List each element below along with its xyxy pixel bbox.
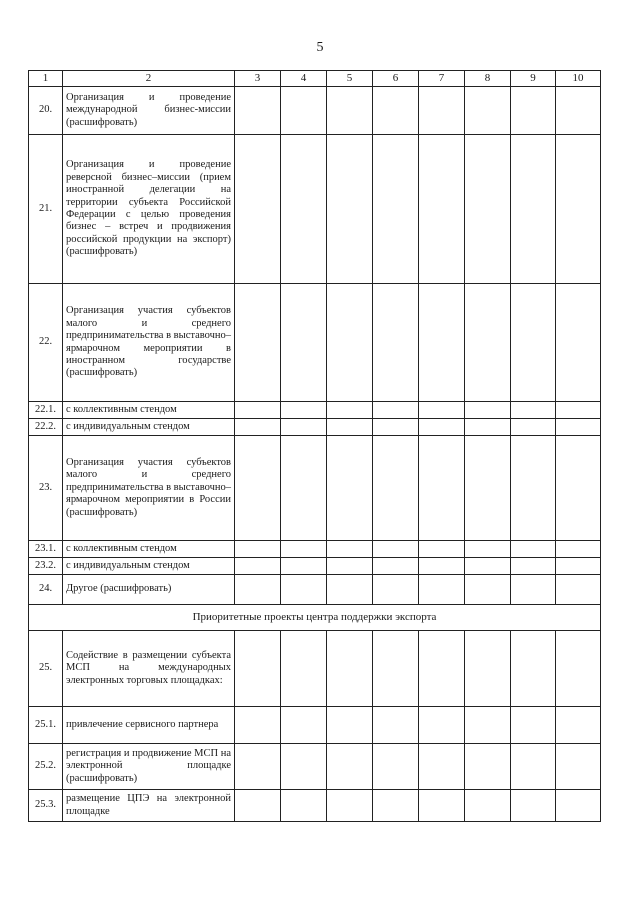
row-description: с индивидуальным стендом xyxy=(63,558,235,575)
column-header: 4 xyxy=(281,71,327,87)
table-row xyxy=(29,575,601,605)
data-cell[interactable] xyxy=(235,575,281,605)
data-cell[interactable] xyxy=(373,87,419,135)
table-row xyxy=(29,436,601,541)
header-row xyxy=(29,71,601,87)
column-header: 3 xyxy=(235,71,281,87)
data-cell[interactable] xyxy=(327,558,373,575)
data-cell[interactable] xyxy=(465,135,511,284)
data-cell[interactable] xyxy=(373,707,419,744)
row-description: Содействие в размещении субъекта МСП на международных электронных торговых площадках: xyxy=(63,631,235,707)
data-cell[interactable] xyxy=(373,541,419,558)
data-cell[interactable] xyxy=(373,284,419,402)
data-cell[interactable] xyxy=(556,402,601,419)
data-cell[interactable] xyxy=(327,744,373,790)
column-header: 9 xyxy=(511,71,556,87)
data-cell[interactable] xyxy=(419,419,465,436)
data-cell[interactable] xyxy=(511,707,556,744)
data-cell[interactable] xyxy=(281,575,327,605)
data-cell[interactable] xyxy=(465,558,511,575)
row-description: размещение ЦПЭ на электронной площадке xyxy=(63,790,235,822)
row-number: 20. xyxy=(29,87,63,135)
data-cell[interactable] xyxy=(419,707,465,744)
row-number: 25.2. xyxy=(29,744,63,790)
row-number: 23.1. xyxy=(29,541,63,558)
section-row xyxy=(29,605,601,631)
data-cell[interactable] xyxy=(235,558,281,575)
data-cell[interactable] xyxy=(465,575,511,605)
data-cell[interactable] xyxy=(373,631,419,707)
data-cell[interactable] xyxy=(511,436,556,541)
table-row xyxy=(29,631,601,707)
data-cell[interactable] xyxy=(556,575,601,605)
data-cell[interactable] xyxy=(419,135,465,284)
data-cell[interactable] xyxy=(373,558,419,575)
data-cell[interactable] xyxy=(556,419,601,436)
data-cell[interactable] xyxy=(281,135,327,284)
data-cell[interactable] xyxy=(419,284,465,402)
row-number: 24. xyxy=(29,575,63,605)
table-row xyxy=(29,284,601,402)
row-number: 23.2. xyxy=(29,558,63,575)
data-cell[interactable] xyxy=(511,135,556,284)
row-number: 21. xyxy=(29,135,63,284)
data-cell[interactable] xyxy=(327,541,373,558)
data-cell[interactable] xyxy=(281,631,327,707)
data-cell[interactable] xyxy=(465,541,511,558)
table-row xyxy=(29,419,601,436)
data-cell[interactable] xyxy=(327,707,373,744)
data-cell[interactable] xyxy=(556,135,601,284)
row-number: 22.2. xyxy=(29,419,63,436)
data-cell[interactable] xyxy=(465,707,511,744)
data-cell[interactable] xyxy=(511,631,556,707)
row-number: 23. xyxy=(29,436,63,541)
column-header: 8 xyxy=(465,71,511,87)
data-cell[interactable] xyxy=(419,436,465,541)
table-row xyxy=(29,744,601,790)
data-cell[interactable] xyxy=(419,558,465,575)
data-cell[interactable] xyxy=(556,284,601,402)
data-cell[interactable] xyxy=(556,87,601,135)
data-cell[interactable] xyxy=(373,402,419,419)
row-description: Организация участия субъектов малого и среднего предпринимательства в выставочно–ярмарочном мероприятии в иностранном государстве (расшифровать) xyxy=(63,284,235,402)
data-cell[interactable] xyxy=(327,135,373,284)
data-cell[interactable] xyxy=(373,575,419,605)
data-cell[interactable] xyxy=(465,744,511,790)
data-cell[interactable] xyxy=(465,87,511,135)
row-description: с коллективным стендом xyxy=(63,541,235,558)
data-cell[interactable] xyxy=(419,631,465,707)
data-cell[interactable] xyxy=(235,284,281,402)
data-cell[interactable] xyxy=(327,284,373,402)
row-description: Другое (расшифровать) xyxy=(63,575,235,605)
data-cell[interactable] xyxy=(235,135,281,284)
data-cell[interactable] xyxy=(511,790,556,822)
table-row xyxy=(29,707,601,744)
row-description: Организация и проведение международной бизнес-миссии (расшифровать) xyxy=(63,87,235,135)
table-row xyxy=(29,135,601,284)
data-cell[interactable] xyxy=(373,744,419,790)
data-cell[interactable] xyxy=(281,419,327,436)
data-cell[interactable] xyxy=(511,541,556,558)
data-cell[interactable] xyxy=(281,541,327,558)
column-header: 5 xyxy=(327,71,373,87)
data-cell[interactable] xyxy=(419,402,465,419)
data-cell[interactable] xyxy=(235,744,281,790)
column-header: 2 xyxy=(63,71,235,87)
data-cell[interactable] xyxy=(281,707,327,744)
data-cell[interactable] xyxy=(556,707,601,744)
data-cell[interactable] xyxy=(556,541,601,558)
page-number: 5 xyxy=(316,40,324,55)
row-number: 25.1. xyxy=(29,707,63,744)
data-cell[interactable] xyxy=(281,87,327,135)
section-title: Приоритетные проекты центра поддержки экспорта xyxy=(29,605,601,631)
row-description: привлечение сервисного партнера xyxy=(63,707,235,744)
data-cell[interactable] xyxy=(511,284,556,402)
data-cell[interactable] xyxy=(327,436,373,541)
data-cell[interactable] xyxy=(511,87,556,135)
data-cell[interactable] xyxy=(419,87,465,135)
data-cell[interactable] xyxy=(465,419,511,436)
row-description: с индивидуальным стендом xyxy=(63,419,235,436)
data-cell[interactable] xyxy=(511,575,556,605)
data-cell[interactable] xyxy=(556,558,601,575)
data-cell[interactable] xyxy=(327,790,373,822)
data-cell[interactable] xyxy=(281,402,327,419)
data-cell[interactable] xyxy=(373,436,419,541)
data-cell[interactable] xyxy=(465,436,511,541)
data-cell[interactable] xyxy=(235,707,281,744)
row-number: 22. xyxy=(29,284,63,402)
data-cell[interactable] xyxy=(419,541,465,558)
data-cell[interactable] xyxy=(327,402,373,419)
row-description: Организация и проведение реверсной бизнес–миссии (прием иностранной делегации на территории субъекта Российской Федерации с целью проведения бизнес – встреч и продвижения российской продукции на экспорт) (расшифровать) xyxy=(63,135,235,284)
row-description: с коллективным стендом xyxy=(63,402,235,419)
data-cell[interactable] xyxy=(235,419,281,436)
column-header: 10 xyxy=(556,71,601,87)
column-header: 1 xyxy=(29,71,63,87)
data-cell[interactable] xyxy=(281,436,327,541)
data-cell[interactable] xyxy=(281,558,327,575)
row-number: 22.1. xyxy=(29,402,63,419)
data-cell[interactable] xyxy=(373,135,419,284)
data-cell[interactable] xyxy=(419,790,465,822)
data-cell[interactable] xyxy=(419,575,465,605)
data-cell[interactable] xyxy=(465,402,511,419)
row-number: 25.3. xyxy=(29,790,63,822)
data-cell[interactable] xyxy=(373,790,419,822)
column-header: 7 xyxy=(419,71,465,87)
data-cell[interactable] xyxy=(511,402,556,419)
table-row xyxy=(29,790,601,822)
data-cell[interactable] xyxy=(556,744,601,790)
data-cell[interactable] xyxy=(465,284,511,402)
data-cell[interactable] xyxy=(235,402,281,419)
report-table xyxy=(28,70,601,822)
data-cell[interactable] xyxy=(281,744,327,790)
data-cell[interactable] xyxy=(235,631,281,707)
row-description: регистрация и продвижение МСП на электронной площадке (расшифровать) xyxy=(63,744,235,790)
data-cell[interactable] xyxy=(556,631,601,707)
data-cell[interactable] xyxy=(465,631,511,707)
data-cell[interactable] xyxy=(235,436,281,541)
table-row xyxy=(29,558,601,575)
data-cell[interactable] xyxy=(373,419,419,436)
data-cell[interactable] xyxy=(511,419,556,436)
data-cell[interactable] xyxy=(511,744,556,790)
data-cell[interactable] xyxy=(556,436,601,541)
data-cell[interactable] xyxy=(556,790,601,822)
table-row xyxy=(29,541,601,558)
data-cell[interactable] xyxy=(327,631,373,707)
data-cell[interactable] xyxy=(511,558,556,575)
data-cell[interactable] xyxy=(235,87,281,135)
row-number: 25. xyxy=(29,631,63,707)
table-row xyxy=(29,87,601,135)
column-header: 6 xyxy=(373,71,419,87)
data-cell[interactable] xyxy=(235,541,281,558)
data-cell[interactable] xyxy=(327,419,373,436)
data-cell[interactable] xyxy=(235,790,281,822)
data-cell[interactable] xyxy=(327,87,373,135)
data-cell[interactable] xyxy=(281,284,327,402)
data-cell[interactable] xyxy=(465,790,511,822)
table-row xyxy=(29,402,601,419)
data-cell[interactable] xyxy=(419,744,465,790)
data-cell[interactable] xyxy=(281,790,327,822)
row-description: Организация участия субъектов малого и среднего предпринимательства в выставочно–ярмарочном мероприятии в России (расшифровать) xyxy=(63,436,235,541)
data-cell[interactable] xyxy=(327,575,373,605)
